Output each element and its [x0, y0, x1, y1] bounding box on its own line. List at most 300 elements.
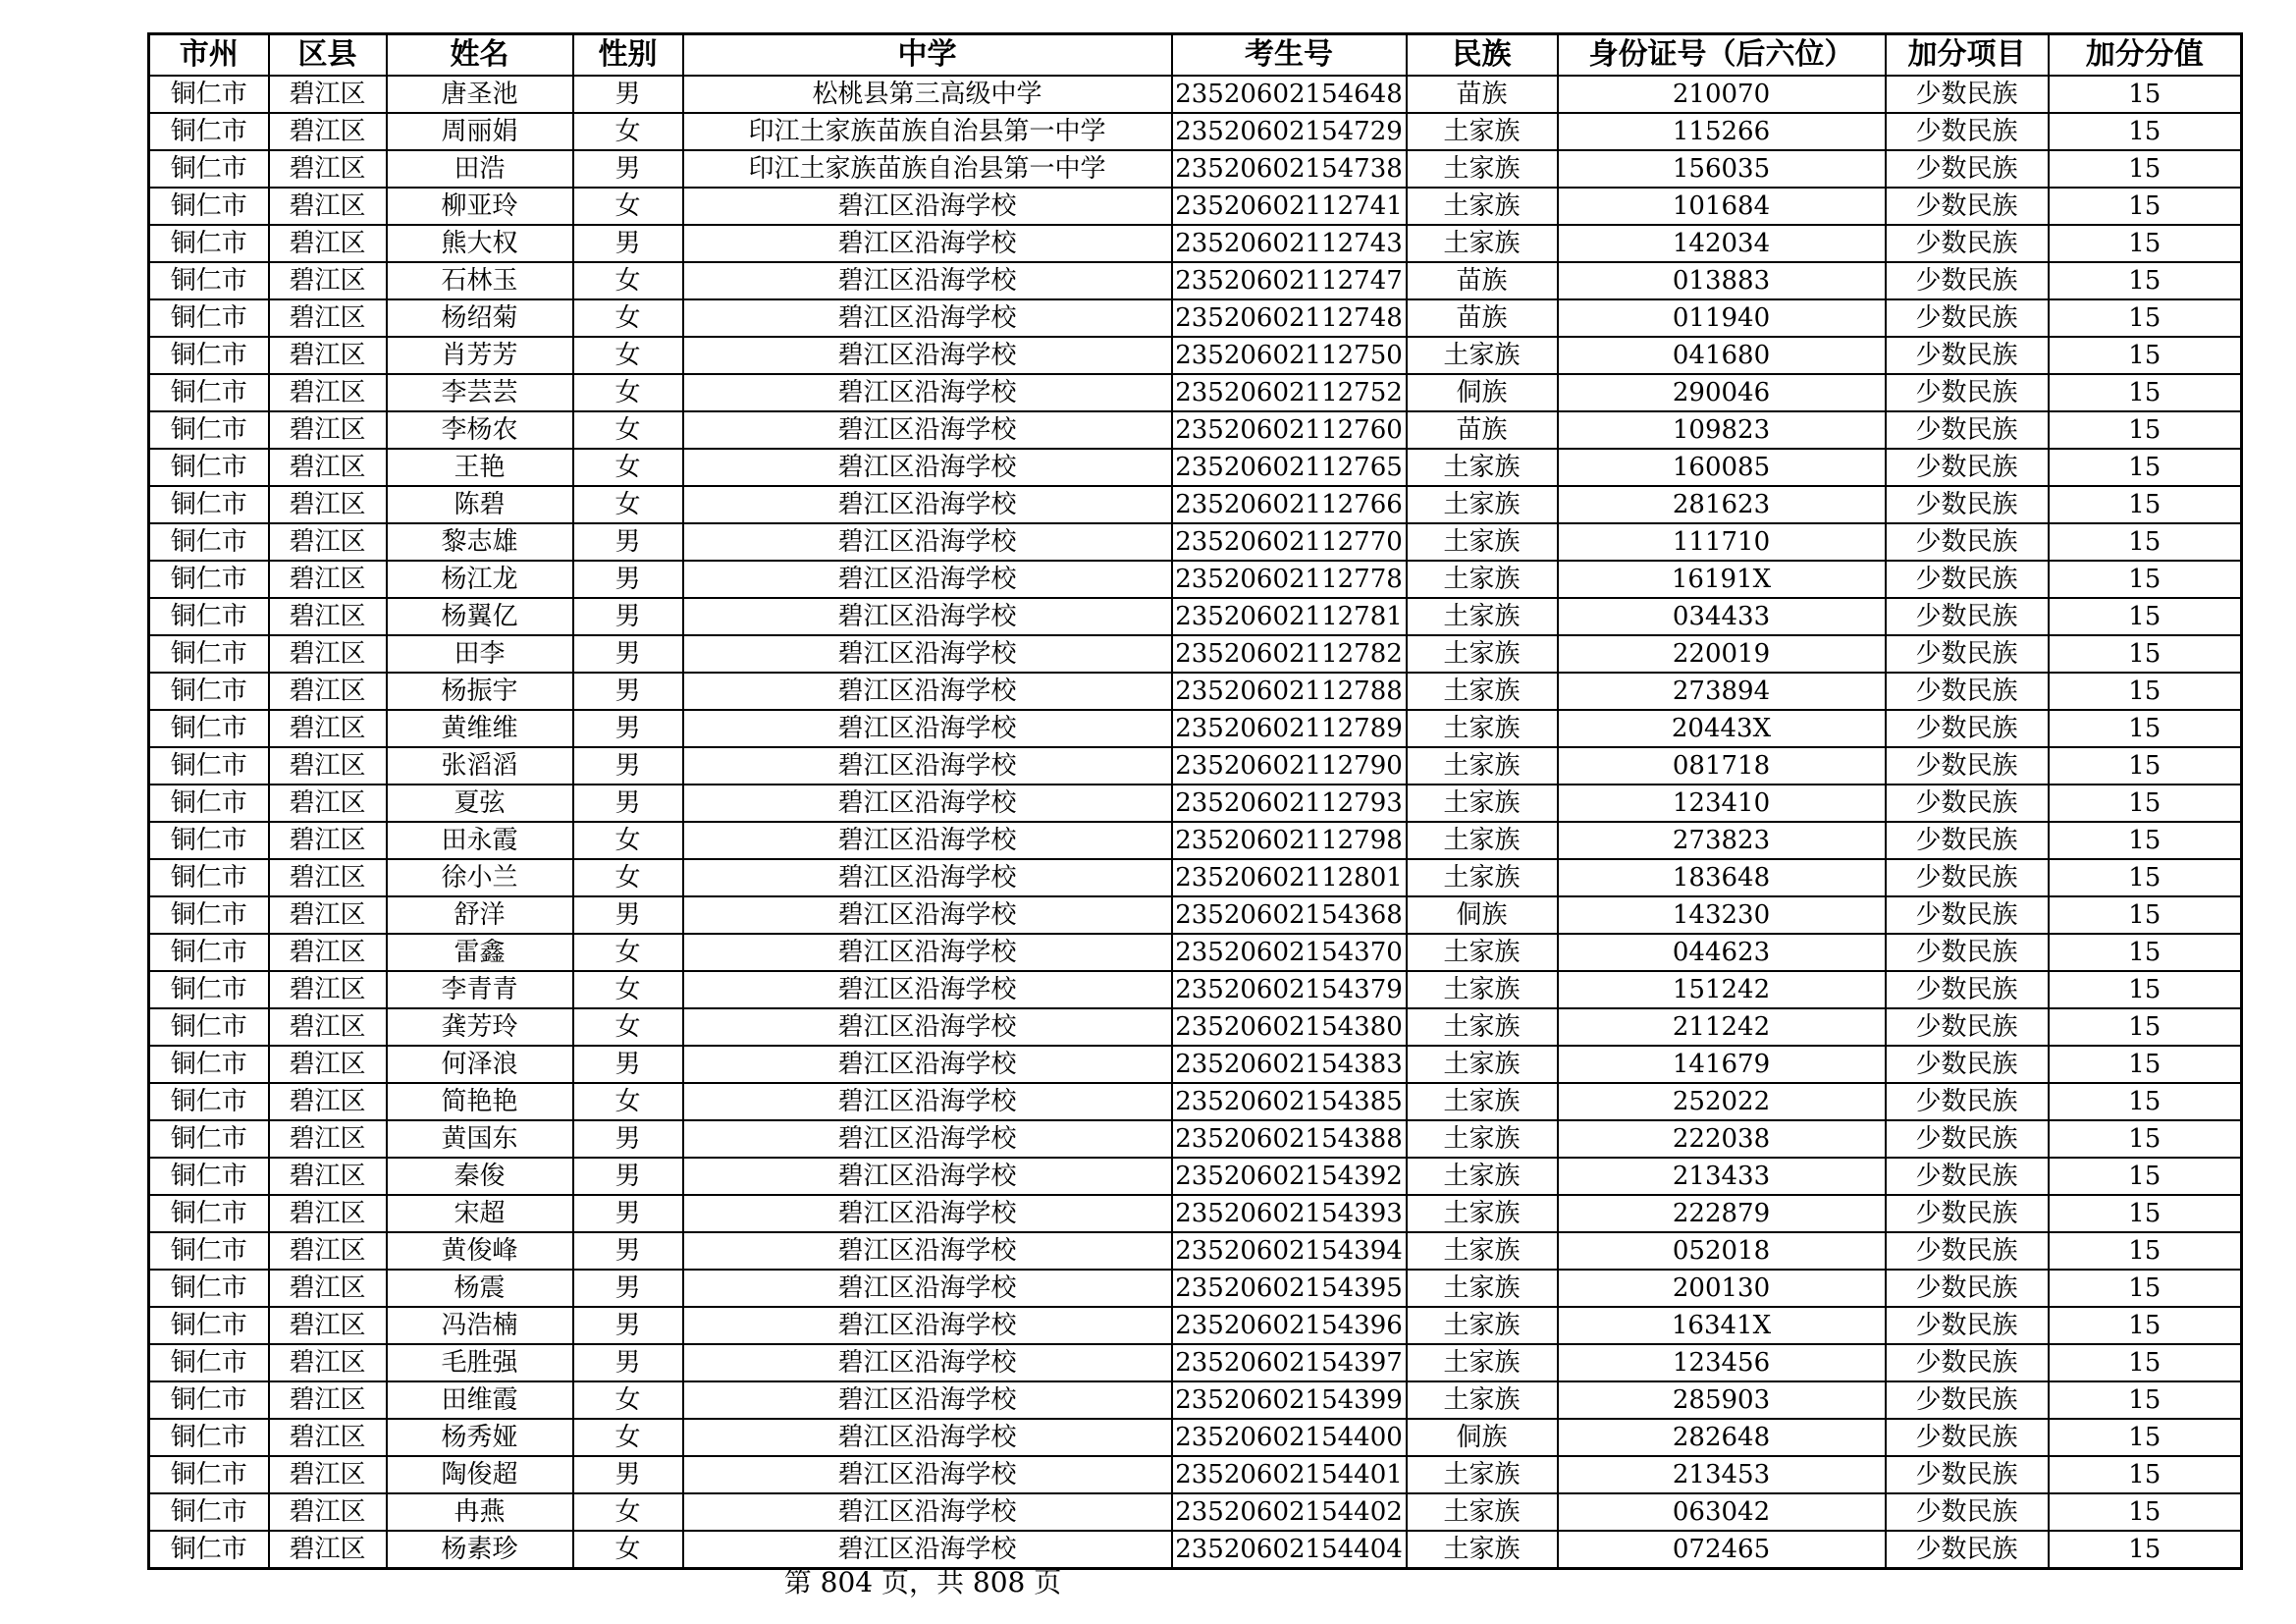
cell-bonus-item: 少数民族	[1886, 1083, 2049, 1120]
cell-gender: 女	[573, 1531, 683, 1569]
table-row	[149, 523, 2242, 561]
cell-id-last-six: 16191X	[1558, 561, 1886, 598]
col-header-gender: 性别	[573, 34, 683, 77]
cell-school: 碧江区沿海学校	[683, 262, 1172, 299]
cell-school: 碧江区沿海学校	[683, 934, 1172, 971]
cell-bonus-item: 少数民族	[1886, 188, 2049, 225]
cell-ethnicity: 土家族	[1407, 1232, 1558, 1270]
table-row	[149, 486, 2242, 523]
cell-bonus-value: 15	[2049, 1120, 2242, 1158]
cell-ethnicity: 侗族	[1407, 1419, 1558, 1456]
cell-city: 铜仁市	[149, 1307, 269, 1344]
cell-school: 碧江区沿海学校	[683, 225, 1172, 262]
cell-ethnicity: 土家族	[1407, 710, 1558, 747]
cell-name: 黎志雄	[387, 523, 573, 561]
cell-city: 铜仁市	[149, 1419, 269, 1456]
cell-id-last-six: 109823	[1558, 411, 1886, 449]
cell-ethnicity: 土家族	[1407, 1083, 1558, 1120]
cell-bonus-value: 15	[2049, 859, 2242, 896]
cell-ethnicity: 土家族	[1407, 523, 1558, 561]
cell-id-last-six: 220019	[1558, 635, 1886, 673]
cell-school: 碧江区沿海学校	[683, 1270, 1172, 1307]
cell-bonus-value: 15	[2049, 747, 2242, 785]
cell-bonus-item: 少数民族	[1886, 1344, 2049, 1381]
cell-bonus-value: 15	[2049, 1456, 2242, 1493]
cell-id-last-six: 111710	[1558, 523, 1886, 561]
cell-school: 碧江区沿海学校	[683, 896, 1172, 934]
cell-district: 碧江区	[269, 747, 387, 785]
cell-district: 碧江区	[269, 1419, 387, 1456]
cell-bonus-value: 15	[2049, 76, 2242, 113]
cell-city: 铜仁市	[149, 374, 269, 411]
cell-exam-number: 23520602154379	[1172, 971, 1407, 1008]
cell-ethnicity: 土家族	[1407, 971, 1558, 1008]
cell-district: 碧江区	[269, 225, 387, 262]
cell-bonus-item: 少数民族	[1886, 150, 2049, 188]
table-row	[149, 337, 2242, 374]
cell-name: 简艳艳	[387, 1083, 573, 1120]
cell-district: 碧江区	[269, 486, 387, 523]
cell-ethnicity: 土家族	[1407, 934, 1558, 971]
cell-bonus-item: 少数民族	[1886, 635, 2049, 673]
cell-district: 碧江区	[269, 1008, 387, 1046]
cell-exam-number: 23520602112765	[1172, 449, 1407, 486]
cell-ethnicity: 土家族	[1407, 1046, 1558, 1083]
cell-gender: 男	[573, 1307, 683, 1344]
table-row	[149, 1083, 2242, 1120]
cell-name: 杨素珍	[387, 1531, 573, 1569]
cell-gender: 女	[573, 1419, 683, 1456]
cell-gender: 女	[573, 188, 683, 225]
cell-id-last-six: 252022	[1558, 1083, 1886, 1120]
cell-district: 碧江区	[269, 449, 387, 486]
cell-bonus-value: 15	[2049, 262, 2242, 299]
table-row	[149, 896, 2242, 934]
cell-gender: 男	[573, 150, 683, 188]
cell-gender: 女	[573, 1381, 683, 1419]
cell-city: 铜仁市	[149, 822, 269, 859]
cell-id-last-six: 151242	[1558, 971, 1886, 1008]
cell-id-last-six: 143230	[1558, 896, 1886, 934]
cell-bonus-item: 少数民族	[1886, 76, 2049, 113]
cell-gender: 男	[573, 635, 683, 673]
cell-city: 铜仁市	[149, 598, 269, 635]
cell-id-last-six: 285903	[1558, 1381, 1886, 1419]
cell-school: 碧江区沿海学校	[683, 1232, 1172, 1270]
cell-ethnicity: 土家族	[1407, 225, 1558, 262]
cell-bonus-value: 15	[2049, 971, 2242, 1008]
cell-school: 碧江区沿海学校	[683, 449, 1172, 486]
cell-exam-number: 23520602154729	[1172, 113, 1407, 150]
cell-bonus-item: 少数民族	[1886, 225, 2049, 262]
cell-bonus-value: 15	[2049, 523, 2242, 561]
cell-name: 唐圣池	[387, 76, 573, 113]
cell-gender: 男	[573, 896, 683, 934]
cell-district: 碧江区	[269, 1493, 387, 1531]
cell-bonus-item: 少数民族	[1886, 598, 2049, 635]
table-body	[149, 76, 2242, 1569]
cell-bonus-value: 15	[2049, 374, 2242, 411]
cell-exam-number: 23520602112789	[1172, 710, 1407, 747]
cell-school: 印江土家族苗族自治县第一中学	[683, 150, 1172, 188]
table-row	[149, 822, 2242, 859]
cell-city: 铜仁市	[149, 673, 269, 710]
cell-name: 陶俊超	[387, 1456, 573, 1493]
cell-city: 铜仁市	[149, 150, 269, 188]
table-row	[149, 710, 2242, 747]
cell-city: 铜仁市	[149, 1008, 269, 1046]
cell-bonus-item: 少数民族	[1886, 785, 2049, 822]
cell-district: 碧江区	[269, 1195, 387, 1232]
cell-name: 徐小兰	[387, 859, 573, 896]
cell-exam-number: 23520602154738	[1172, 150, 1407, 188]
cell-exam-number: 23520602112747	[1172, 262, 1407, 299]
cell-school: 碧江区沿海学校	[683, 598, 1172, 635]
cell-exam-number: 23520602154401	[1172, 1456, 1407, 1493]
cell-bonus-item: 少数民族	[1886, 113, 2049, 150]
cell-name: 杨振宇	[387, 673, 573, 710]
cell-name: 田李	[387, 635, 573, 673]
cell-ethnicity: 土家族	[1407, 1493, 1558, 1531]
cell-exam-number: 23520602112798	[1172, 822, 1407, 859]
cell-bonus-value: 15	[2049, 299, 2242, 337]
cell-bonus-item: 少数民族	[1886, 561, 2049, 598]
cell-name: 毛胜强	[387, 1344, 573, 1381]
col-header-name: 姓名	[387, 34, 573, 77]
cell-bonus-value: 15	[2049, 1232, 2242, 1270]
cell-school: 碧江区沿海学校	[683, 337, 1172, 374]
table-row	[149, 971, 2242, 1008]
col-header-bonus-value: 加分分值	[2049, 34, 2242, 77]
cell-gender: 女	[573, 859, 683, 896]
cell-school: 碧江区沿海学校	[683, 1195, 1172, 1232]
cell-district: 碧江区	[269, 635, 387, 673]
cell-school: 碧江区沿海学校	[683, 1419, 1172, 1456]
cell-ethnicity: 侗族	[1407, 374, 1558, 411]
cell-ethnicity: 土家族	[1407, 785, 1558, 822]
cell-exam-number: 23520602154397	[1172, 1344, 1407, 1381]
cell-id-last-six: 072465	[1558, 1531, 1886, 1569]
cell-id-last-six: 281623	[1558, 486, 1886, 523]
cell-exam-number: 23520602154394	[1172, 1232, 1407, 1270]
cell-gender: 男	[573, 523, 683, 561]
cell-bonus-value: 15	[2049, 150, 2242, 188]
cell-ethnicity: 土家族	[1407, 1344, 1558, 1381]
table-row	[149, 1456, 2242, 1493]
cell-gender: 男	[573, 598, 683, 635]
cell-gender: 男	[573, 673, 683, 710]
cell-gender: 男	[573, 561, 683, 598]
cell-district: 碧江区	[269, 1381, 387, 1419]
table-row	[149, 673, 2242, 710]
cell-ethnicity: 土家族	[1407, 1307, 1558, 1344]
col-header-school: 中学	[683, 34, 1172, 77]
cell-school: 碧江区沿海学校	[683, 299, 1172, 337]
col-header-id-last-six: 身份证号（后六位）	[1558, 34, 1886, 77]
cell-school: 松桃县第三高级中学	[683, 76, 1172, 113]
cell-bonus-item: 少数民族	[1886, 374, 2049, 411]
cell-bonus-item: 少数民族	[1886, 822, 2049, 859]
cell-bonus-item: 少数民族	[1886, 449, 2049, 486]
cell-bonus-item: 少数民族	[1886, 1493, 2049, 1531]
cell-ethnicity: 土家族	[1407, 1531, 1558, 1569]
cell-bonus-value: 15	[2049, 1195, 2242, 1232]
cell-district: 碧江区	[269, 374, 387, 411]
cell-name: 李青青	[387, 971, 573, 1008]
cell-bonus-value: 15	[2049, 1531, 2242, 1569]
cell-bonus-item: 少数民族	[1886, 337, 2049, 374]
col-header-exam-number: 考生号	[1172, 34, 1407, 77]
cell-district: 碧江区	[269, 561, 387, 598]
cell-gender: 男	[573, 1158, 683, 1195]
cell-exam-number: 23520602154370	[1172, 934, 1407, 971]
cell-district: 碧江区	[269, 188, 387, 225]
cell-city: 铜仁市	[149, 635, 269, 673]
cell-exam-number: 23520602154402	[1172, 1493, 1407, 1531]
cell-city: 铜仁市	[149, 299, 269, 337]
cell-district: 碧江区	[269, 150, 387, 188]
cell-gender: 女	[573, 1083, 683, 1120]
cell-school: 碧江区沿海学校	[683, 1046, 1172, 1083]
cell-city: 铜仁市	[149, 1270, 269, 1307]
cell-ethnicity: 土家族	[1407, 1270, 1558, 1307]
cell-bonus-value: 15	[2049, 1270, 2242, 1307]
cell-id-last-six: 013883	[1558, 262, 1886, 299]
cell-district: 碧江区	[269, 523, 387, 561]
cell-id-last-six: 211242	[1558, 1008, 1886, 1046]
cell-district: 碧江区	[269, 1046, 387, 1083]
cell-gender: 女	[573, 486, 683, 523]
cell-bonus-value: 15	[2049, 113, 2242, 150]
cell-id-last-six: 20443X	[1558, 710, 1886, 747]
cell-id-last-six: 123456	[1558, 1344, 1886, 1381]
cell-bonus-value: 15	[2049, 449, 2242, 486]
cell-name: 龚芳玲	[387, 1008, 573, 1046]
cell-bonus-item: 少数民族	[1886, 934, 2049, 971]
cell-city: 铜仁市	[149, 971, 269, 1008]
cell-id-last-six: 101684	[1558, 188, 1886, 225]
cell-id-last-six: 222879	[1558, 1195, 1886, 1232]
table-row	[149, 1008, 2242, 1046]
cell-bonus-value: 15	[2049, 1046, 2242, 1083]
cell-school: 碧江区沿海学校	[683, 188, 1172, 225]
cell-ethnicity: 苗族	[1407, 299, 1558, 337]
cell-city: 铜仁市	[149, 1344, 269, 1381]
cell-school: 碧江区沿海学校	[683, 859, 1172, 896]
cell-id-last-six: 200130	[1558, 1270, 1886, 1307]
cell-school: 碧江区沿海学校	[683, 635, 1172, 673]
cell-id-last-six: 052018	[1558, 1232, 1886, 1270]
cell-bonus-item: 少数民族	[1886, 1232, 2049, 1270]
table-row	[149, 785, 2242, 822]
cell-name: 陈碧	[387, 486, 573, 523]
cell-id-last-six: 160085	[1558, 449, 1886, 486]
cell-bonus-item: 少数民族	[1886, 411, 2049, 449]
cell-bonus-value: 15	[2049, 1158, 2242, 1195]
cell-bonus-value: 15	[2049, 411, 2242, 449]
cell-school: 碧江区沿海学校	[683, 673, 1172, 710]
cell-gender: 男	[573, 1344, 683, 1381]
cell-school: 碧江区沿海学校	[683, 561, 1172, 598]
cell-id-last-six: 115266	[1558, 113, 1886, 150]
cell-gender: 男	[573, 1046, 683, 1083]
cell-city: 铜仁市	[149, 76, 269, 113]
cell-ethnicity: 苗族	[1407, 411, 1558, 449]
cell-gender: 女	[573, 374, 683, 411]
table-row	[149, 449, 2242, 486]
cell-exam-number: 23520602112766	[1172, 486, 1407, 523]
cell-city: 铜仁市	[149, 188, 269, 225]
page-footer: 第 804 页，共 808 页	[783, 1566, 1062, 1598]
table-row	[149, 299, 2242, 337]
cell-ethnicity: 土家族	[1407, 822, 1558, 859]
cell-school: 碧江区沿海学校	[683, 1083, 1172, 1120]
cell-id-last-six: 290046	[1558, 374, 1886, 411]
cell-id-last-six: 044623	[1558, 934, 1886, 971]
cell-bonus-value: 15	[2049, 934, 2242, 971]
cell-bonus-value: 15	[2049, 1381, 2242, 1419]
cell-city: 铜仁市	[149, 561, 269, 598]
cell-name: 冯浩楠	[387, 1307, 573, 1344]
table-row	[149, 747, 2242, 785]
table-row	[149, 225, 2242, 262]
cell-gender: 女	[573, 411, 683, 449]
cell-bonus-item: 少数民族	[1886, 1531, 2049, 1569]
cell-district: 碧江区	[269, 859, 387, 896]
cell-ethnicity: 土家族	[1407, 1008, 1558, 1046]
cell-city: 铜仁市	[149, 225, 269, 262]
cell-exam-number: 23520602154648	[1172, 76, 1407, 113]
cell-exam-number: 23520602154393	[1172, 1195, 1407, 1232]
cell-gender: 男	[573, 76, 683, 113]
cell-name: 黄维维	[387, 710, 573, 747]
cell-name: 杨震	[387, 1270, 573, 1307]
cell-ethnicity: 土家族	[1407, 188, 1558, 225]
cell-bonus-item: 少数民族	[1886, 1456, 2049, 1493]
table-row	[149, 188, 2242, 225]
table-row	[149, 411, 2242, 449]
cell-bonus-item: 少数民族	[1886, 747, 2049, 785]
table-row	[149, 1344, 2242, 1381]
cell-gender: 男	[573, 225, 683, 262]
table-row	[149, 1232, 2242, 1270]
cell-gender: 女	[573, 262, 683, 299]
cell-district: 碧江区	[269, 113, 387, 150]
cell-exam-number: 23520602154399	[1172, 1381, 1407, 1419]
cell-gender: 男	[573, 1270, 683, 1307]
cell-city: 铜仁市	[149, 859, 269, 896]
cell-ethnicity: 土家族	[1407, 1158, 1558, 1195]
cell-bonus-item: 少数民族	[1886, 896, 2049, 934]
cell-school: 碧江区沿海学校	[683, 1344, 1172, 1381]
cell-bonus-item: 少数民族	[1886, 1419, 2049, 1456]
table-row	[149, 374, 2242, 411]
cell-name: 柳亚玲	[387, 188, 573, 225]
cell-bonus-value: 15	[2049, 1307, 2242, 1344]
cell-district: 碧江区	[269, 934, 387, 971]
col-header-district: 区县	[269, 34, 387, 77]
cell-school: 碧江区沿海学校	[683, 1381, 1172, 1419]
cell-bonus-value: 15	[2049, 188, 2242, 225]
cell-city: 铜仁市	[149, 785, 269, 822]
cell-name: 张滔滔	[387, 747, 573, 785]
cell-id-last-six: 273823	[1558, 822, 1886, 859]
cell-school: 碧江区沿海学校	[683, 1307, 1172, 1344]
cell-exam-number: 23520602154383	[1172, 1046, 1407, 1083]
cell-district: 碧江区	[269, 1456, 387, 1493]
cell-bonus-value: 15	[2049, 486, 2242, 523]
table-row	[149, 262, 2242, 299]
cell-district: 碧江区	[269, 1083, 387, 1120]
cell-ethnicity: 苗族	[1407, 76, 1558, 113]
col-header-bonus-item: 加分项目	[1886, 34, 2049, 77]
cell-district: 碧江区	[269, 1232, 387, 1270]
cell-ethnicity: 土家族	[1407, 859, 1558, 896]
cell-bonus-item: 少数民族	[1886, 523, 2049, 561]
cell-gender: 女	[573, 1493, 683, 1531]
cell-school: 碧江区沿海学校	[683, 486, 1172, 523]
cell-school: 碧江区沿海学校	[683, 1008, 1172, 1046]
cell-exam-number: 23520602112793	[1172, 785, 1407, 822]
cell-exam-number: 23520602112752	[1172, 374, 1407, 411]
cell-school: 碧江区沿海学校	[683, 710, 1172, 747]
cell-name: 宋超	[387, 1195, 573, 1232]
cell-ethnicity: 土家族	[1407, 1195, 1558, 1232]
cell-id-last-six: 183648	[1558, 859, 1886, 896]
cell-id-last-six: 16341X	[1558, 1307, 1886, 1344]
cell-ethnicity: 土家族	[1407, 1120, 1558, 1158]
cell-district: 碧江区	[269, 673, 387, 710]
cell-district: 碧江区	[269, 262, 387, 299]
cell-district: 碧江区	[269, 822, 387, 859]
cell-school: 碧江区沿海学校	[683, 1456, 1172, 1493]
col-header-ethnicity: 民族	[1407, 34, 1558, 77]
cell-city: 铜仁市	[149, 1456, 269, 1493]
table-row	[149, 1270, 2242, 1307]
cell-gender: 男	[573, 785, 683, 822]
cell-bonus-value: 15	[2049, 673, 2242, 710]
cell-exam-number: 23520602154380	[1172, 1008, 1407, 1046]
cell-bonus-item: 少数民族	[1886, 1195, 2049, 1232]
cell-exam-number: 23520602112770	[1172, 523, 1407, 561]
cell-school: 碧江区沿海学校	[683, 1158, 1172, 1195]
cell-city: 铜仁市	[149, 411, 269, 449]
cell-ethnicity: 土家族	[1407, 598, 1558, 635]
cell-ethnicity: 土家族	[1407, 673, 1558, 710]
cell-id-last-six: 141679	[1558, 1046, 1886, 1083]
cell-name: 周丽娟	[387, 113, 573, 150]
cell-bonus-value: 15	[2049, 598, 2242, 635]
cell-name: 冉燕	[387, 1493, 573, 1531]
cell-ethnicity: 土家族	[1407, 486, 1558, 523]
cell-city: 铜仁市	[149, 523, 269, 561]
cell-school: 碧江区沿海学校	[683, 1493, 1172, 1531]
table-row	[149, 150, 2242, 188]
cell-ethnicity: 土家族	[1407, 449, 1558, 486]
cell-id-last-six: 011940	[1558, 299, 1886, 337]
cell-name: 杨江龙	[387, 561, 573, 598]
cell-district: 碧江区	[269, 1270, 387, 1307]
cell-exam-number: 23520602154385	[1172, 1083, 1407, 1120]
cell-name: 雷鑫	[387, 934, 573, 971]
table-row	[149, 76, 2242, 113]
cell-city: 铜仁市	[149, 486, 269, 523]
cell-exam-number: 23520602112748	[1172, 299, 1407, 337]
cell-exam-number: 23520602154368	[1172, 896, 1407, 934]
cell-bonus-value: 15	[2049, 822, 2242, 859]
cell-city: 铜仁市	[149, 1046, 269, 1083]
cell-name: 田永霞	[387, 822, 573, 859]
